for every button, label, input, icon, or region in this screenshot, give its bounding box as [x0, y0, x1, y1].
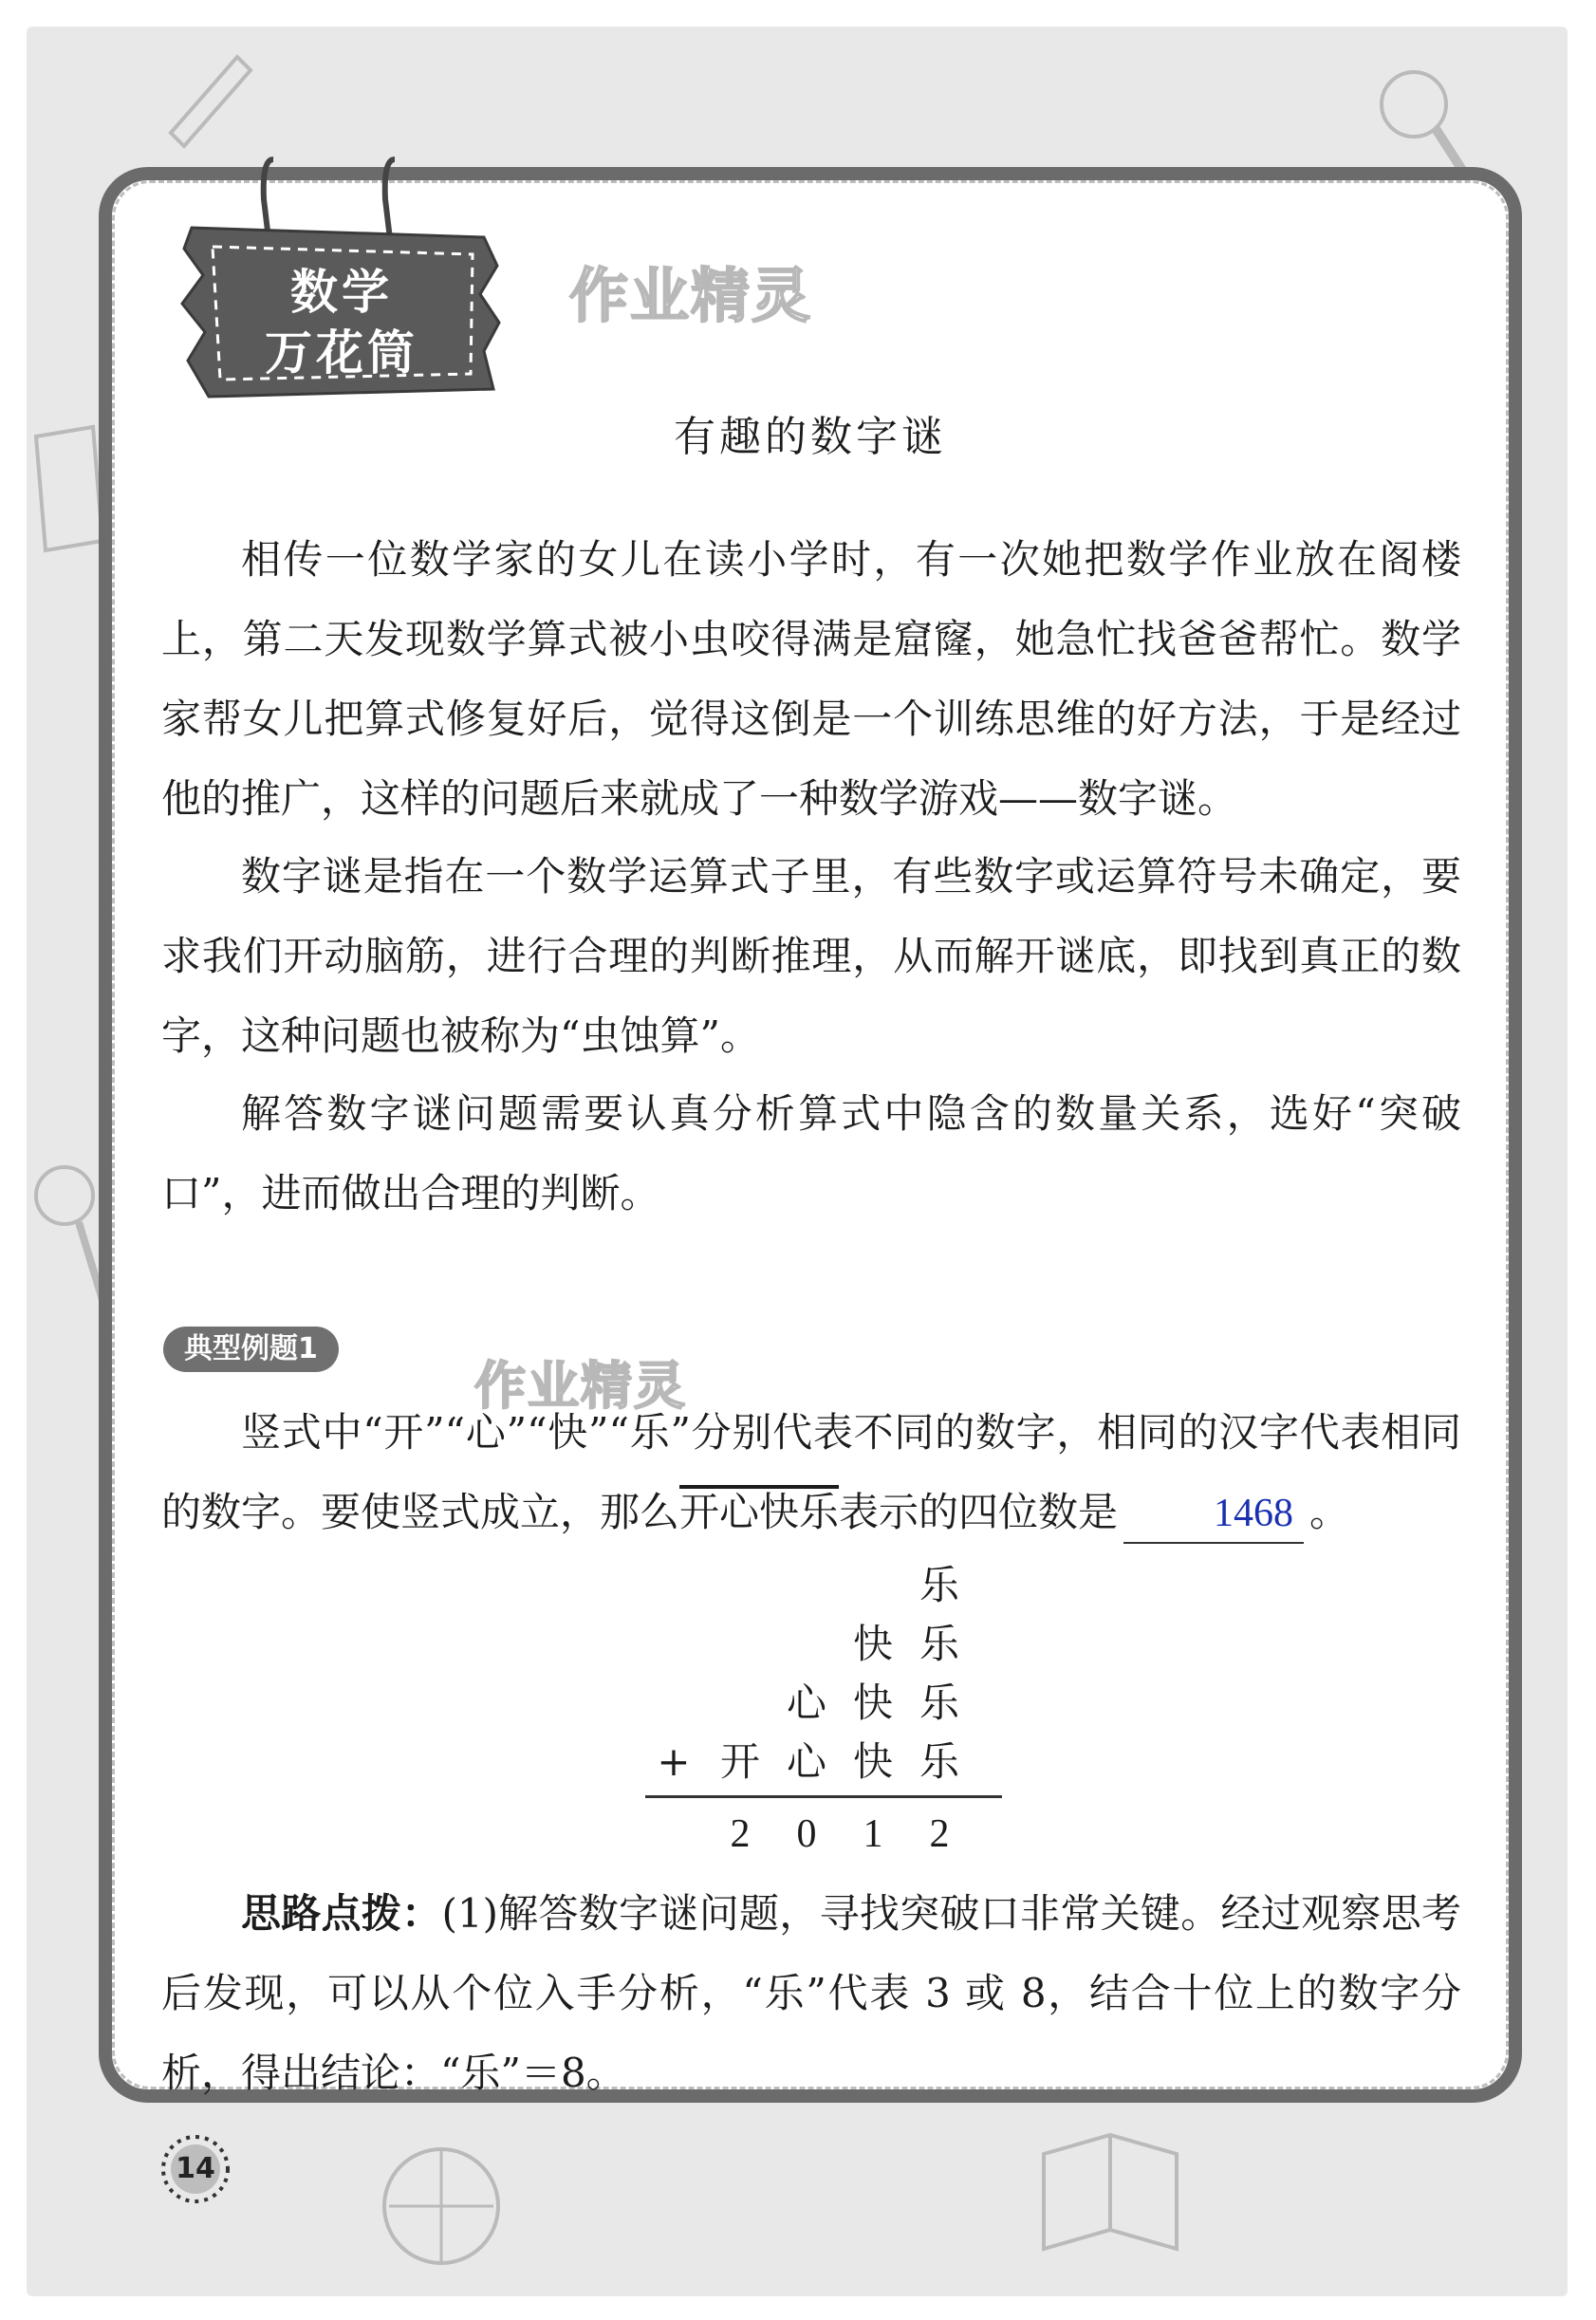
plus-operator: + — [657, 1738, 691, 1785]
digit-cell: 快 — [852, 1680, 893, 1726]
watermark-top: 作业精灵 — [569, 261, 813, 330]
hint-text: (1)解答数字谜问题，寻找突破口非常关键。经过观察思考后发现，可以从个位入手分析，“乐”代表 3 或 8，结合十位上的数字分析，得出结论：“乐”＝8。 — [161, 1890, 1461, 2096]
addend-row-3 — [626, 1674, 1006, 1733]
globe-doodle-icon — [370, 2135, 512, 2287]
section-badge — [171, 142, 512, 427]
paragraph-2: 数字谜是指在一个数学运算式子里，有些数字或运算符号未确定，要求我们开动脑筋，进行合理的判断推理，从而解开谜底，即找到真正的数字，这种问题也被称为“虫蚀算”。 — [161, 853, 1461, 1059]
digit-cell: 乐 — [919, 1680, 959, 1726]
result-row — [626, 1805, 1006, 1864]
digit-cell: 乐 — [919, 1738, 959, 1785]
digit-cell: 乐 — [919, 1562, 959, 1608]
digit-cell: 快 — [852, 1621, 893, 1667]
digit-cell: 快 — [852, 1738, 893, 1785]
question-end: 。 — [1309, 1489, 1350, 1535]
example-tag: 典型例题1 — [163, 1327, 339, 1372]
hint-label: 思路点拨： — [241, 1890, 442, 1937]
badge-line-1: 数学 — [290, 265, 393, 320]
digit-cell: 心 — [786, 1738, 826, 1785]
result-digit: 0 — [796, 1812, 817, 1856]
digit-cell: 开 — [719, 1738, 760, 1785]
answer-blank: 1468 — [1123, 1485, 1304, 1544]
addend-row-1 — [626, 1556, 1006, 1615]
hint-paragraph — [161, 1874, 1461, 2113]
addend-row-2 — [626, 1615, 1006, 1674]
vertical-addition — [626, 1556, 1006, 1869]
addend-row-4 — [626, 1733, 1006, 1791]
question-text-2: 表示的四位数是 — [839, 1489, 1119, 1535]
page-number: 14 — [176, 2152, 215, 2185]
digit-cell: 乐 — [919, 1621, 959, 1667]
page-number-badge — [159, 2133, 232, 2205]
result-digit: 2 — [929, 1812, 950, 1856]
result-digit: 1 — [863, 1812, 883, 1856]
question-overline-number: 开心快乐 — [679, 1489, 840, 1535]
open-book-doodle-icon — [1025, 2116, 1196, 2268]
pencil-doodle-icon — [152, 38, 266, 152]
watermark-middle: 作业精灵 — [474, 1356, 687, 1416]
paragraph-1: 相传一位数学家的女儿在读小学时，有一次她把数学作业放在阁楼上，第二天发现数学算式被小虫咬得满是窟窿，她急忙找爸爸帮忙。数学家帮女儿把算式修复好后，觉得这倒是一个训练思维的好方法，于是经过他的推广，这样的问题后来就成了一种数学游戏——数字谜。 — [161, 536, 1461, 822]
sum-line — [645, 1795, 1002, 1798]
badge-line-2: 万花筒 — [265, 325, 418, 380]
paragraph-3: 解答数字谜问题需要认真分析算式中隐含的数量关系，选好“突破口”，进而做出合理的判断。 — [161, 1090, 1461, 1216]
result-digit: 2 — [730, 1812, 751, 1856]
digit-cell: 心 — [786, 1680, 826, 1726]
question-text-1: 竖式中“开”“心”“快”“乐”分别代表不同的数字，相同的汉字代表相同的数字。要使竖式成立，那么 — [161, 1409, 1461, 1535]
article-title: 有趣的数字谜 — [674, 413, 947, 461]
example-question — [161, 1393, 1461, 1552]
